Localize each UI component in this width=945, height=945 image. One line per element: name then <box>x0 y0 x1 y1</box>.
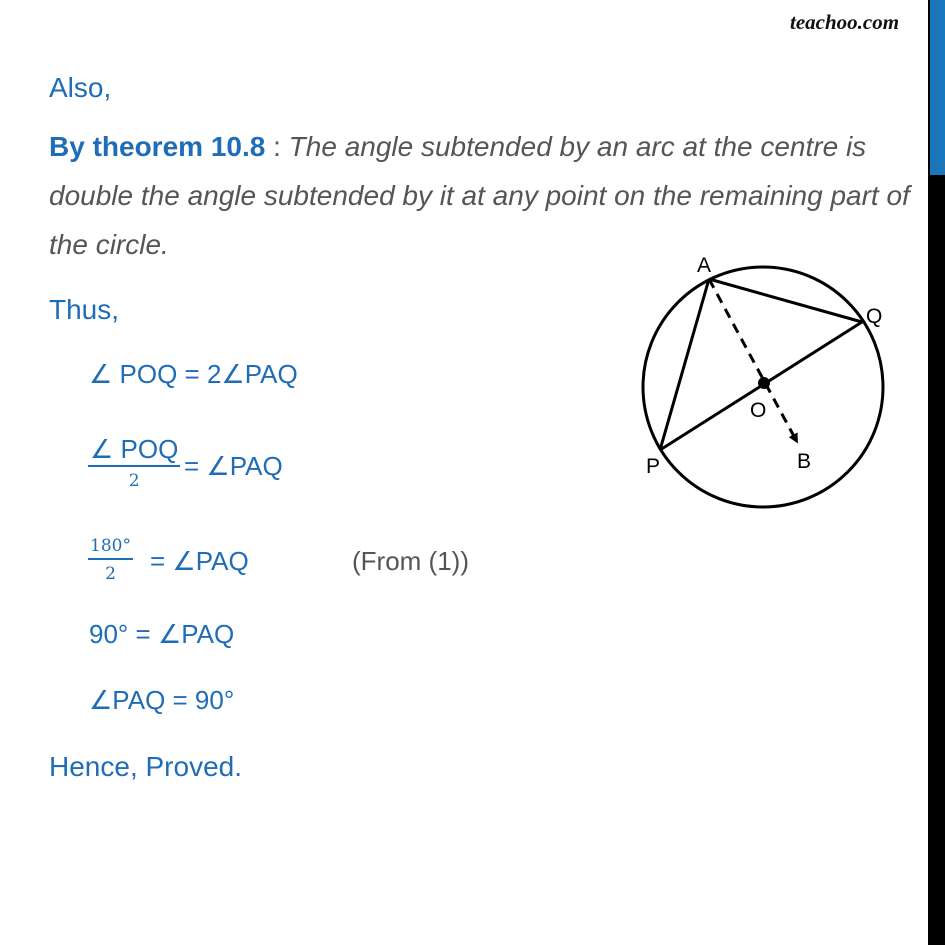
theorem-separator: : <box>265 131 289 162</box>
step-line-3-fraction <box>88 536 133 584</box>
step-line-4: 90° = ∠PAQ <box>89 619 235 649</box>
theorem-label: By theorem 10.8 <box>49 131 266 162</box>
circle-diagram <box>630 245 900 510</box>
centre-point <box>758 377 770 389</box>
step-line-3-note: (From (1)) <box>352 546 469 576</box>
intro-text: Also, <box>49 72 112 103</box>
step-line-3-rhs: = ∠PAQ <box>150 546 249 576</box>
teachoo-watermark: teachoo.com <box>790 10 900 34</box>
step-line-2-numerator: ∠ POQ <box>88 434 180 467</box>
step-line-2-fraction <box>88 434 180 491</box>
label-a: A <box>697 254 712 277</box>
label-b: B <box>797 450 812 473</box>
step-line-3-numerator: 180° <box>88 536 133 560</box>
theorem-statement: The angle subtended by an arc at the centre is double the angle subtended by it at any point on the remaining part of the circle. <box>49 131 910 260</box>
step-line-3-denominator: 2 <box>105 564 116 584</box>
label-o: O <box>750 399 767 422</box>
step-line-1: ∠ POQ = 2∠PAQ <box>89 359 298 389</box>
scrollbar-thumb[interactable] <box>930 0 945 175</box>
conclusion-text: Hence, Proved. <box>49 751 242 782</box>
chord-aq <box>709 279 862 322</box>
step-line-2-rhs: = ∠PAQ <box>184 451 283 481</box>
label-q: Q <box>866 305 883 328</box>
step-line-2-denominator: 2 <box>128 471 140 491</box>
step-line-5: ∠PAQ = 90° <box>89 685 235 715</box>
thus-text: Thus, <box>49 294 120 325</box>
label-p: P <box>646 455 661 478</box>
